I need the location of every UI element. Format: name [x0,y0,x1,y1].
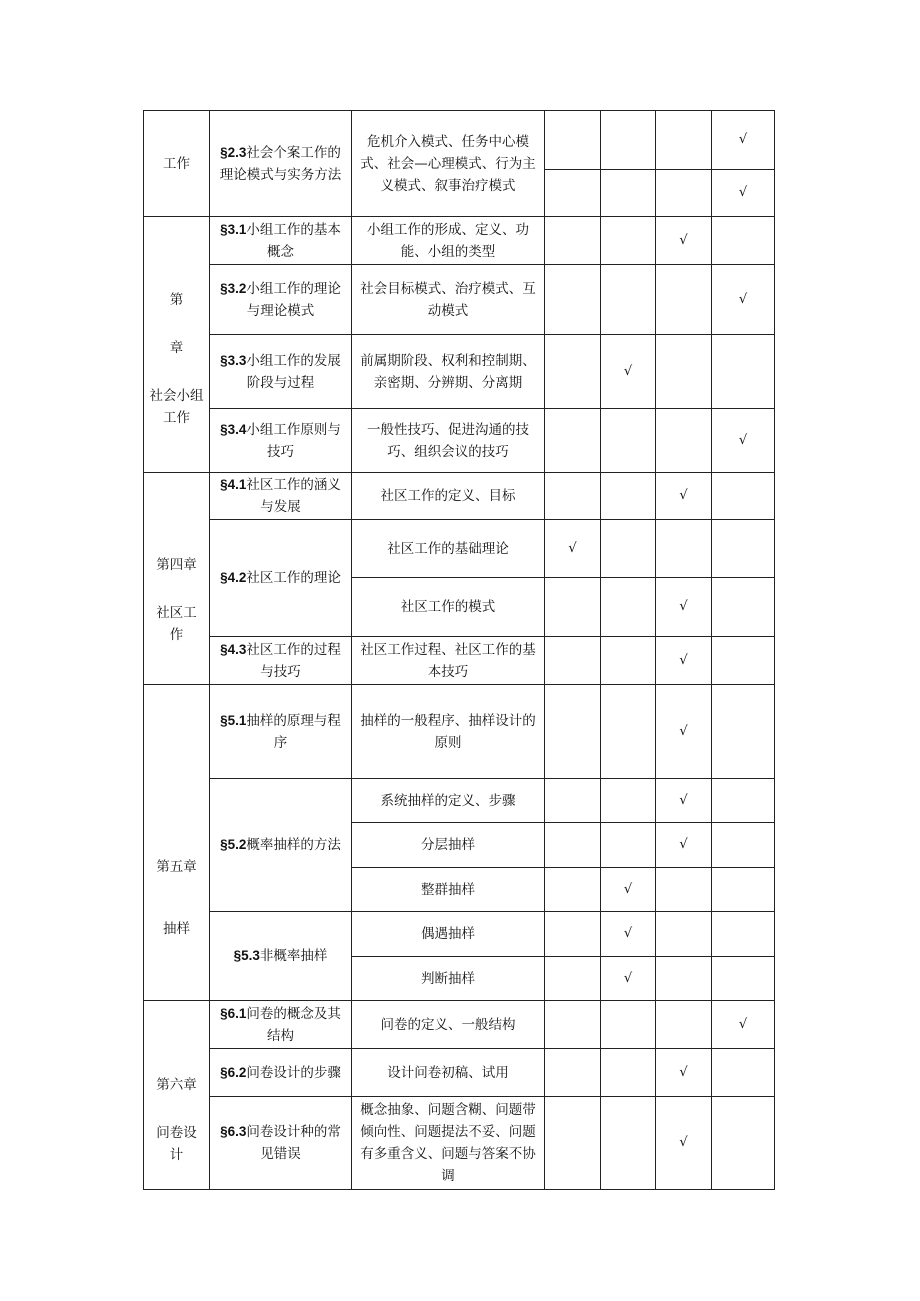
check-mark: √ [656,1097,712,1190]
check-mark: √ [712,170,775,217]
table-row [144,111,775,170]
check-mark: √ [656,779,712,823]
table-row [144,779,775,823]
section-cell: §4.1社区工作的涵义 与发展 [210,473,352,520]
check-mark: √ [712,1001,775,1049]
check-mark: √ [545,520,601,578]
section-cell: §6.2问卷设计的步骤 [210,1049,352,1097]
table-row [144,217,775,265]
table-row [144,520,775,578]
syllabus-table [143,110,775,1190]
check-mark: √ [656,685,712,779]
table-row [144,637,775,685]
mark-cell [545,170,601,217]
check-mark: √ [656,217,712,265]
content-cell: 整群抽样 [352,868,545,912]
content-cell: 判断抽样 [352,957,545,1001]
section-cell: §3.2小组工作的理论 与理论模式 [210,265,352,335]
content-cell: 概念抽象、问题含糊、问题带倾向性、问题提法不妥、问题有多重含义、问题与答案不协调 [352,1097,545,1190]
mark-cell [545,111,601,170]
content-cell: 社区工作的模式 [352,578,545,637]
table-row [144,912,775,957]
chapter-cell: 第六章 问卷设 计 [144,1001,210,1190]
table-row [144,1097,775,1190]
content-cell: 系统抽样的定义、步骤 [352,779,545,823]
mark-cell [601,111,656,170]
chapter-cell: 第 章 社会小组 工作 [144,217,210,473]
content-cell: 前属期阶段、权利和控制期、亲密期、分辨期、分离期 [352,335,545,409]
content-cell: 设计问卷初稿、试用 [352,1049,545,1097]
check-mark: √ [601,957,656,1001]
check-mark: √ [656,473,712,520]
section-cell: §3.4小组工作原则与 技巧 [210,409,352,473]
check-mark: √ [656,637,712,685]
content-cell: 社区工作的定义、目标 [352,473,545,520]
check-mark: √ [712,111,775,170]
mark-cell [656,111,712,170]
section-cell: §3.1小组工作的基本 概念 [210,217,352,265]
content-cell: 社会目标模式、治疗模式、互动模式 [352,265,545,335]
chapter-cell: 第四章 社区工 作 [144,473,210,685]
mark-cell [601,170,656,217]
section-cell: §5.2概率抽样的方法 [210,779,352,912]
table-row [144,473,775,520]
table-row [144,335,775,409]
check-mark: √ [656,1049,712,1097]
check-mark: √ [656,578,712,637]
check-mark: √ [601,868,656,912]
check-mark: √ [712,409,775,473]
section-cell: §2.3社会个案工作的 理论模式与实务方法 [210,111,352,217]
table-row [144,409,775,473]
content-cell: 一般性技巧、促进沟通的技巧、组织会议的技巧 [352,409,545,473]
content-cell: 危机介入模式、任务中心模式、社会—心理模式、行为主义模式、叙事治疗模式 [352,111,545,217]
table-row [144,685,775,779]
content-cell: 偶遇抽样 [352,912,545,957]
section-cell: §4.3社区工作的过程 与技巧 [210,637,352,685]
content-cell: 社区工作过程、社区工作的基本技巧 [352,637,545,685]
section-cell: §5.3非概率抽样 [210,912,352,1001]
content-cell: 社区工作的基础理论 [352,520,545,578]
content-cell: 抽样的一般程序、抽样设计的原则 [352,685,545,779]
check-mark: √ [601,912,656,957]
section-cell: §4.2社区工作的理论 [210,520,352,637]
content-cell: 分层抽样 [352,823,545,868]
section-cell: §6.3问卷设计种的常 见错误 [210,1097,352,1190]
section-cell: §6.1问卷的概念及其 结构 [210,1001,352,1049]
content-cell: 小组工作的形成、定义、功能、小组的类型 [352,217,545,265]
check-mark: √ [712,265,775,335]
table-row [144,265,775,335]
section-cell: §5.1抽样的原理与程 序 [210,685,352,779]
mark-cell [656,170,712,217]
chapter-cell: 工作 [144,111,210,217]
table-row [144,1049,775,1097]
content-cell: 问卷的定义、一般结构 [352,1001,545,1049]
chapter-cell: 第五章 抽样 [144,685,210,1001]
section-cell: §3.3小组工作的发展 阶段与过程 [210,335,352,409]
check-mark: √ [656,823,712,868]
check-mark: √ [601,335,656,409]
table-row [144,1001,775,1049]
